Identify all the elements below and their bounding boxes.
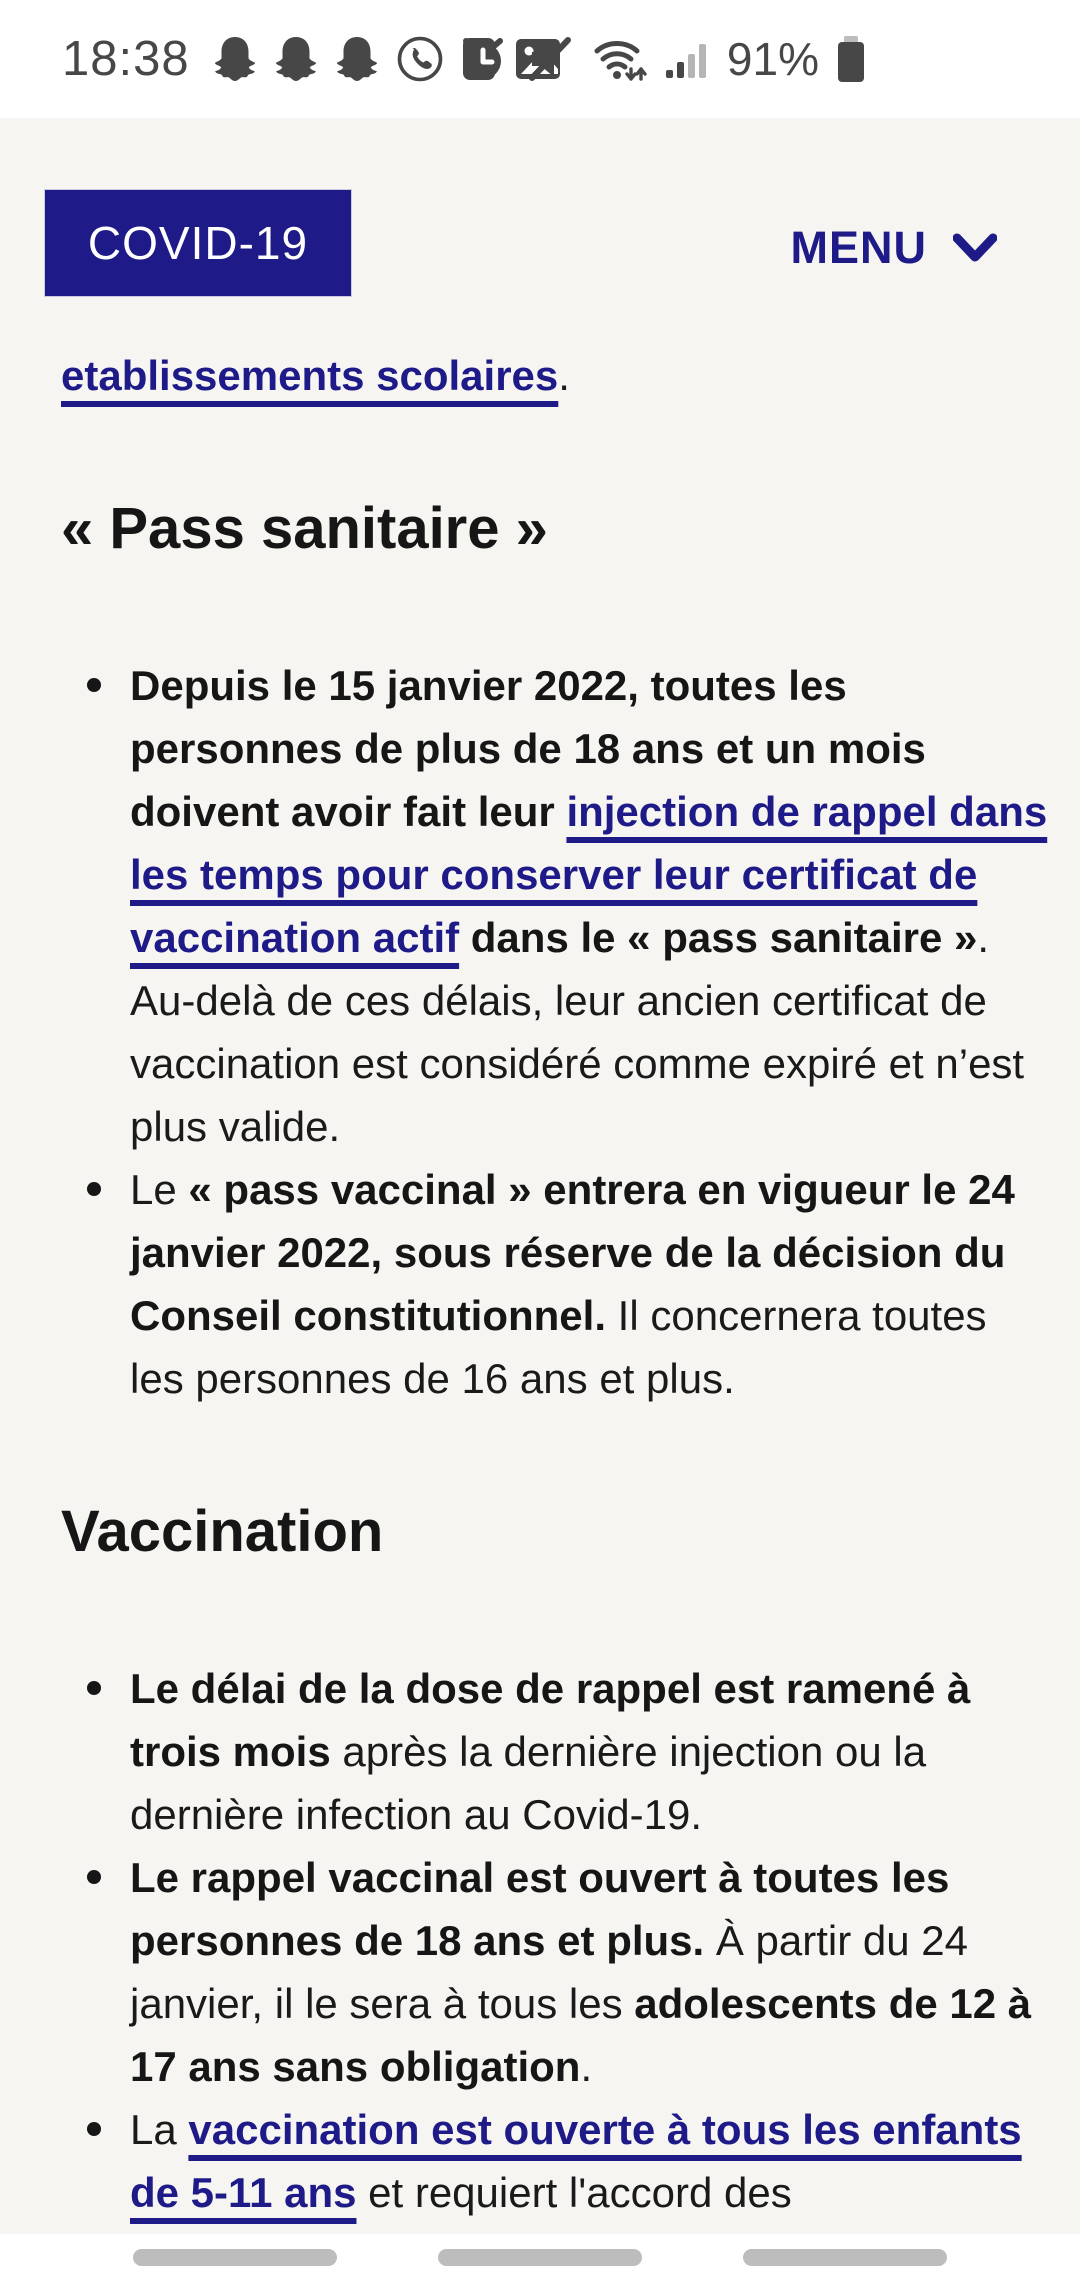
- inline-link[interactable]: vaccination est ouverte à tous les enfants de 5-11 ans: [130, 2106, 1022, 2216]
- bullet-list: [61, 654, 1048, 1410]
- signal-icon: [664, 34, 712, 84]
- text-segment: .: [558, 352, 570, 399]
- bullet-dot: [87, 1681, 101, 1695]
- alarm-icon: [457, 34, 509, 84]
- chevron-down-icon: [953, 233, 997, 263]
- covid19-home-button[interactable]: [44, 189, 352, 297]
- inline-link[interactable]: etablissements scolaires: [61, 352, 559, 399]
- bullet-text: [130, 1158, 1051, 1410]
- text-segment: Le: [130, 1166, 189, 1213]
- menu-button[interactable]: [791, 218, 998, 278]
- wifi-icon: [591, 33, 649, 85]
- bullet-dot: [87, 2122, 101, 2136]
- status-bar-right: [457, 0, 868, 118]
- list-item: [61, 1158, 1051, 1410]
- bullet-text: [130, 1657, 1051, 1846]
- site-header: [0, 118, 1080, 342]
- snapchat-icon: [273, 34, 319, 84]
- text-segment: La: [130, 2106, 189, 2153]
- bullet-text: [130, 1846, 1051, 2098]
- section-heading: « Pass sanitaire »: [61, 496, 548, 561]
- snapchat-icon: [334, 34, 380, 84]
- list-item: [61, 1846, 1051, 2098]
- text-segment: Le rappel vaccinal est ouvert à toutes les personnes de 18 ans et plus.: [130, 1854, 950, 1964]
- clock-text: 18:38: [62, 32, 190, 86]
- text-segment: .: [580, 2043, 593, 2090]
- bullet-list: [61, 1657, 1032, 2224]
- text-segment: . Au-delà de ces délais, leur ancien certificat de vaccination est considéré comme expiré et n’est plus valide.: [130, 914, 1025, 1150]
- text-segment: après la dernière injection ou la dernière infection au Covid-19.: [130, 1728, 927, 1838]
- site-badge-label: COVID-19: [87, 217, 309, 269]
- whatsapp-icon: [395, 34, 445, 84]
- menu-label: MENU: [790, 222, 927, 273]
- battery-icon: [834, 33, 868, 85]
- battery-percent-text: 91%: [726, 33, 819, 85]
- list-item: [61, 2098, 1051, 2224]
- text-segment: adolescents de 12 à 17 ans sans obligation: [130, 1980, 1032, 2090]
- sections-container: [61, 495, 1048, 2224]
- section-heading: Vaccination: [61, 1499, 384, 1564]
- nav-home-pill[interactable]: [438, 2249, 642, 2266]
- text-segment: Le délai de la dose de rappel est ramené à trois mois: [130, 1665, 971, 1775]
- text-segment: dans le « pass sanitaire »: [459, 914, 978, 961]
- bullet-dot: [87, 678, 101, 692]
- android-navigation-bar: [0, 2234, 1080, 2280]
- bullet-dot: [87, 1870, 101, 1884]
- bullet-text: [130, 654, 1051, 1158]
- text-segment: « pass vaccinal » entrera en vigueur le 24 janvier 2022, sous réserve de la décision du Conseil constitutionnel.: [130, 1166, 1015, 1339]
- partial-paragraph: [61, 344, 1020, 407]
- text-segment: et requiert l'accord des: [356, 2169, 792, 2216]
- bullet-text: [130, 2098, 1051, 2224]
- inline-link[interactable]: injection de rappel dans les temps pour conserver leur certificat de vaccination actif: [130, 788, 1048, 961]
- nav-right-pill[interactable]: [743, 2249, 947, 2266]
- list-item: [61, 654, 1051, 1158]
- text-segment: Il concernera toutes les personnes de 16 ans et plus.: [130, 1292, 987, 1402]
- status-bar: [0, 0, 1080, 118]
- bullet-dot: [87, 1182, 101, 1196]
- snapchat-icon: [212, 34, 258, 84]
- text-segment: Depuis le 15 janvier 2022, toutes les personnes de plus de 18 ans et un mois doivent avoir fait leur: [130, 662, 926, 835]
- article-content: [0, 342, 1080, 2235]
- text-segment: À partir du 24 janvier, il le sera à tous les: [130, 1917, 969, 2027]
- list-item: [61, 1657, 1051, 1846]
- system-icons: [457, 33, 712, 85]
- mute-icon: [524, 34, 576, 84]
- nav-left-pill[interactable]: [133, 2249, 337, 2266]
